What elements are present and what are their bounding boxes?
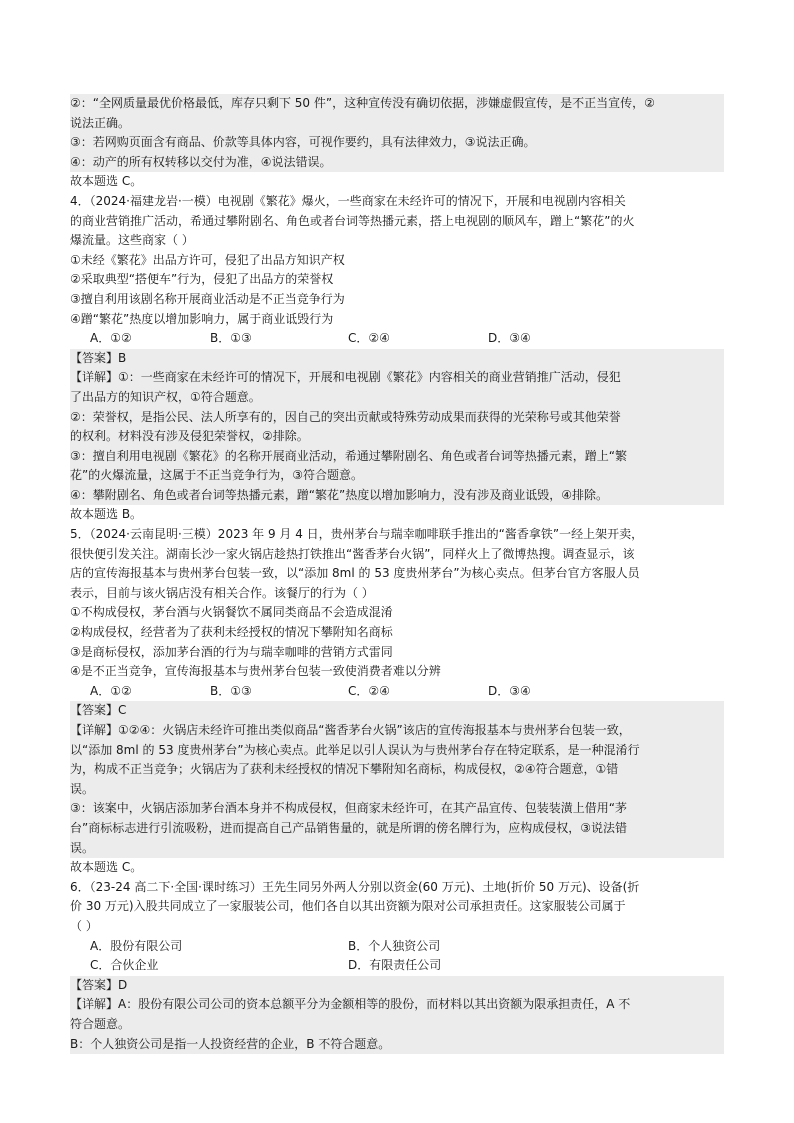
question-6 (70, 878, 724, 1054)
explanation-line: 误。 (70, 839, 724, 859)
option-b: B．①③ (210, 331, 252, 346)
option-a: A．①② (90, 683, 132, 698)
option-c: C．②④ (348, 683, 390, 698)
explanation-line: 说法正确。 (70, 114, 724, 134)
explanation-line: 符合题意。 (70, 1015, 724, 1035)
conclusion-line: 故本题选 C。 (70, 860, 143, 875)
option-b: B．①③ (210, 683, 252, 698)
question-stem: 的商业营销推广活动，希通过攀附剧名、角色或者台词等热播元素，搭上电视剧的顺风车，蹭上“繁花”的火 (70, 213, 635, 228)
question-stem: 爆流量。这些商家（ ） (70, 233, 194, 248)
option-b: B．个人独资公司 (348, 938, 441, 953)
explanation-line: ③：若网购页面含有商品、价款等具体内容，可视作要约，具有法律效力，③说法正确。 (70, 133, 724, 153)
conclusion-line: 故本题选 B。 (70, 507, 143, 522)
question-stem: 很快便引发关注。湖南长沙一家火锅店趁热打铁推出“酱香茅台火锅”，同样火上了微博热搜。调查显示，该 (70, 546, 635, 561)
answer-options (70, 956, 724, 976)
explanation-line: ④：攀附剧名、角色或者台词等热播元素，蹭“繁花”热度以增加影响力，没有涉及商业诋毁，④排除。 (70, 486, 724, 506)
question-stem: 店的宣传海报基本与贵州茅台包装一致，以“添加 8ml 的 53 度贵州茅台”为核心卖点。但茅台官方客服人员 (70, 566, 640, 581)
answer-line: 【答案】B (70, 349, 724, 369)
answer-line: 【答案】D (70, 976, 724, 996)
statement-item: ③是商标侵权，添加茅台酒的行为与瑞幸咖啡的营销方式雷同 (70, 644, 393, 659)
explanation-line: 误。 (70, 780, 724, 800)
explanation-line: 【详解】①：一些商家在未经许可的情况下，开展和电视剧《繁花》内容相关的商业营销推广活动，侵犯 (70, 368, 724, 388)
explanation-line: B：个人独资公司是指一人投资经营的企业，B 不符合题意。 (70, 1035, 724, 1055)
previous-explanation-block (70, 94, 724, 192)
explanation-line: 台”商标标志进行引流吸粉，进而提高自己产品销售量的，就是所谓的傍名牌行为，应构成侵权，③说法错 (70, 819, 724, 839)
explanation-line: 为，构成不正当竞争；火锅店为了获利未经授权的情况下攀附知名商标，构成侵权，②④符合题意，①错 (70, 760, 724, 780)
statement-item: ④是不正当竞争，宣传海报基本与贵州茅台包装一致使消费者难以分辨 (70, 664, 441, 679)
explanation-line: 了出品方的知识产权，①符合题意。 (70, 388, 724, 408)
explanation-line: ②：荣誉权，是指公民、法人所享有的，因自己的突出贡献或特殊劳动成果而获得的光荣称号或其他荣誉 (70, 408, 724, 428)
conclusion-line: 故本题选 C。 (70, 174, 143, 189)
statement-item: ①不构成侵权，茅台酒与火锅餐饮不属同类商品不会造成混淆 (70, 605, 393, 620)
option-a: A．①② (90, 331, 132, 346)
explanation-line: 花”的火爆流量，这属于不正当竞争行为，③符合题意。 (70, 466, 724, 486)
explanation-line: ②：“全网质量最优价格最低，库存只剩下 50 件”，这种宣传没有确切依据，涉嫌虚假宣传，是不正当宣传，② (70, 94, 724, 114)
question-stem: 6．（23-24 高二下·全国·课时练习）王先生同另外两人分别以资金(60 万元)、土地(折价 50 万元)、设备(折 (70, 879, 640, 894)
explanation-line: 【详解】A：股份有限公司公司的资本总额平分为金额相等的股份，而材料以其出资额为限承担责任，A 不 (70, 995, 724, 1015)
explanation-line: ③：该案中，火锅店添加茅台酒本身并不构成侵权，但商家未经许可，在其产品宣传、包装装潢上借用“茅 (70, 799, 724, 819)
question-stem: 价 30 万元)入股共同成立了一家服装公司，他们各自以其出资额为限对公司承担责任。这家服装公司属于 (70, 899, 626, 914)
option-c: C．②④ (348, 331, 390, 346)
option-c: C．合伙企业 (90, 958, 159, 973)
question-stem: （ ） (70, 918, 98, 933)
question-stem: 4．（2024·福建龙岩·一模）电视剧《繁花》爆火，一些商家在未经许可的情况下，开展和电视剧内容相关 (70, 193, 626, 208)
explanation-line: ④：动产的所有权转移以交付为准，④说法错误。 (70, 153, 724, 173)
question-4 (70, 192, 724, 525)
statement-item: ③擅自利用该剧名称开展商业活动是不正当竞争行为 (70, 291, 345, 306)
explanation-line: 的权利。材料没有涉及侵犯荣誉权，②排除。 (70, 427, 724, 447)
explanation-line: ③：擅自利用电视剧《繁花》的名称开展商业活动，希通过攀附剧名、角色或者台词等热播元素，蹭上“繁 (70, 447, 724, 467)
option-d: D．③④ (488, 683, 531, 698)
statement-item: ②采取典型“搭便车”行为，侵犯了出品方的荣誉权 (70, 272, 334, 287)
statement-item: ②构成侵权，经营者为了获利未经授权的情况下攀附知名商标 (70, 625, 393, 640)
answer-options (70, 329, 724, 349)
explanation-line: 以“添加 8ml 的 53 度贵州茅台”为核心卖点。此举足以引人误认为与贵州茅台存在特定联系，是一种混淆行 (70, 741, 724, 761)
explanation-line: 【详解】①②④：火锅店未经许可推出类似商品“酱香茅台火锅”该店的宣传海报基本与贵州茅台包装一致， (70, 721, 724, 741)
answer-line: 【答案】C (70, 701, 724, 721)
question-stem: 表示，目前与该火锅店没有相关合作。该餐厅的行为（ ） (70, 585, 374, 600)
statement-item: ①未经《繁花》出品方许可，侵犯了出品方知识产权 (70, 252, 345, 267)
answer-options (70, 682, 724, 702)
answer-options (70, 937, 724, 957)
option-a: A．股份有限公司 (90, 938, 183, 953)
option-d: D．③④ (488, 331, 531, 346)
question-5 (70, 525, 724, 878)
statement-item: ④蹭“繁花”热度以增加影响力，属于商业诋毁行为 (70, 311, 334, 326)
option-d: D．有限责任公司 (348, 958, 442, 973)
page-content (70, 94, 724, 1054)
question-stem: 5．（2024·云南昆明·三模）2023 年 9 月 4 日，贵州茅台与瑞幸咖啡联手推出的“酱香拿铁”一经上架开卖， (70, 527, 644, 542)
